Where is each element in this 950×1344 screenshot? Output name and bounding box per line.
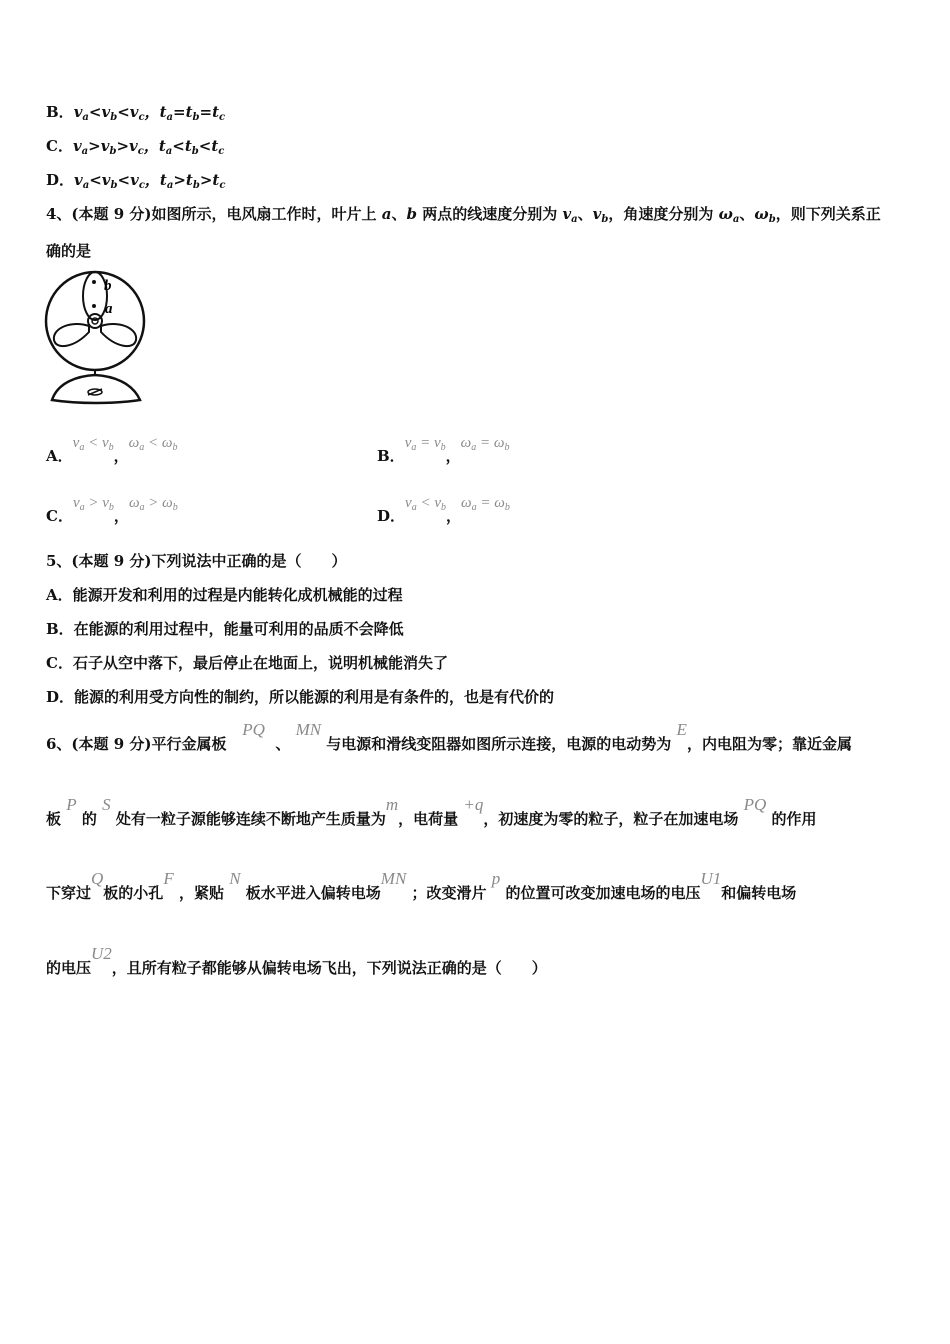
q5-stem: 5、(本题 9 分)下列说法中正确的是（ ） <box>46 552 347 570</box>
q3-option-b: B．$v_a<v_b<v_c$，$t_a=t_b=t_c$ <box>46 103 226 123</box>
q4-option-a: A．$v_a < v_b$，$\omega_a < \omega_b$ <box>46 435 178 465</box>
q6-line3: 下穿过Q板的小孔F ，紧贴 N 板水平进入偏转电场MN ；改变滑片 p 的位置可改变加速电场的电压U1和偏转电场 <box>46 869 797 902</box>
q5-option-d: D．能源的利用受方向性的制约，所以能源的利用是有条件的，也是有代价的 <box>46 688 555 706</box>
q4-option-b: B．$v_a = v_b$，$\omega_a = \omega_b$ <box>377 435 510 465</box>
q4-option-c: C．$v_a > v_b$，$\omega_a > \omega_b$ <box>46 495 178 525</box>
q3-option-d: D．$v_a<v_b<v_c$，$t_a>t_b>t_c$ <box>46 171 226 191</box>
label-a: a <box>105 301 113 317</box>
q5-option-b: B．在能源的利用过程中，能量可利用的品质不会降低 <box>46 620 404 638</box>
point-b <box>92 280 96 284</box>
q4-stem-line1: 4、(本题 9 分)如图所示，电风扇工作时，叶片上 a、b 两点的线速度分别为 $v_a$、$v_b$，角速度分别为 $\omega_a$、$\omega_b$，则下列关系正 <box>46 205 881 225</box>
q5-option-a: A．能源开发和利用的过程是内能转化成机械能的过程 <box>46 586 403 604</box>
q6-line1: 6、(本题 9 分)平行金属板 PQ 、 MN 与电源和滑线变阻器如图所示连接，电源的电动势为 E，内电阻为零；靠近金属 <box>46 720 852 753</box>
electric-fan-figure <box>44 270 150 406</box>
point-a <box>92 304 96 308</box>
q6-line4: 的电压U2，且所有粒子都能够从偏转电场飞出，下列说法正确的是（ ） <box>46 944 547 977</box>
q5-option-c: C．石子从空中落下，最后停止在地面上，说明机械能消失了 <box>46 654 448 672</box>
label-b: b <box>104 278 112 294</box>
q6-line2: 板 P 的 S 处有一粒子源能够连续不断地产生质量为m，电荷量 +q，初速度为零的粒子，粒子在加速电场 PQ 的作用 <box>46 795 817 828</box>
q4-stem-line2: 确的是 <box>46 242 92 260</box>
q3-option-c: C．$v_a>v_b>v_c$，$t_a<t_b<t_c$ <box>46 137 225 157</box>
q4-option-d: D．$v_a < v_b$，$\omega_a = \omega_b$ <box>377 495 510 525</box>
